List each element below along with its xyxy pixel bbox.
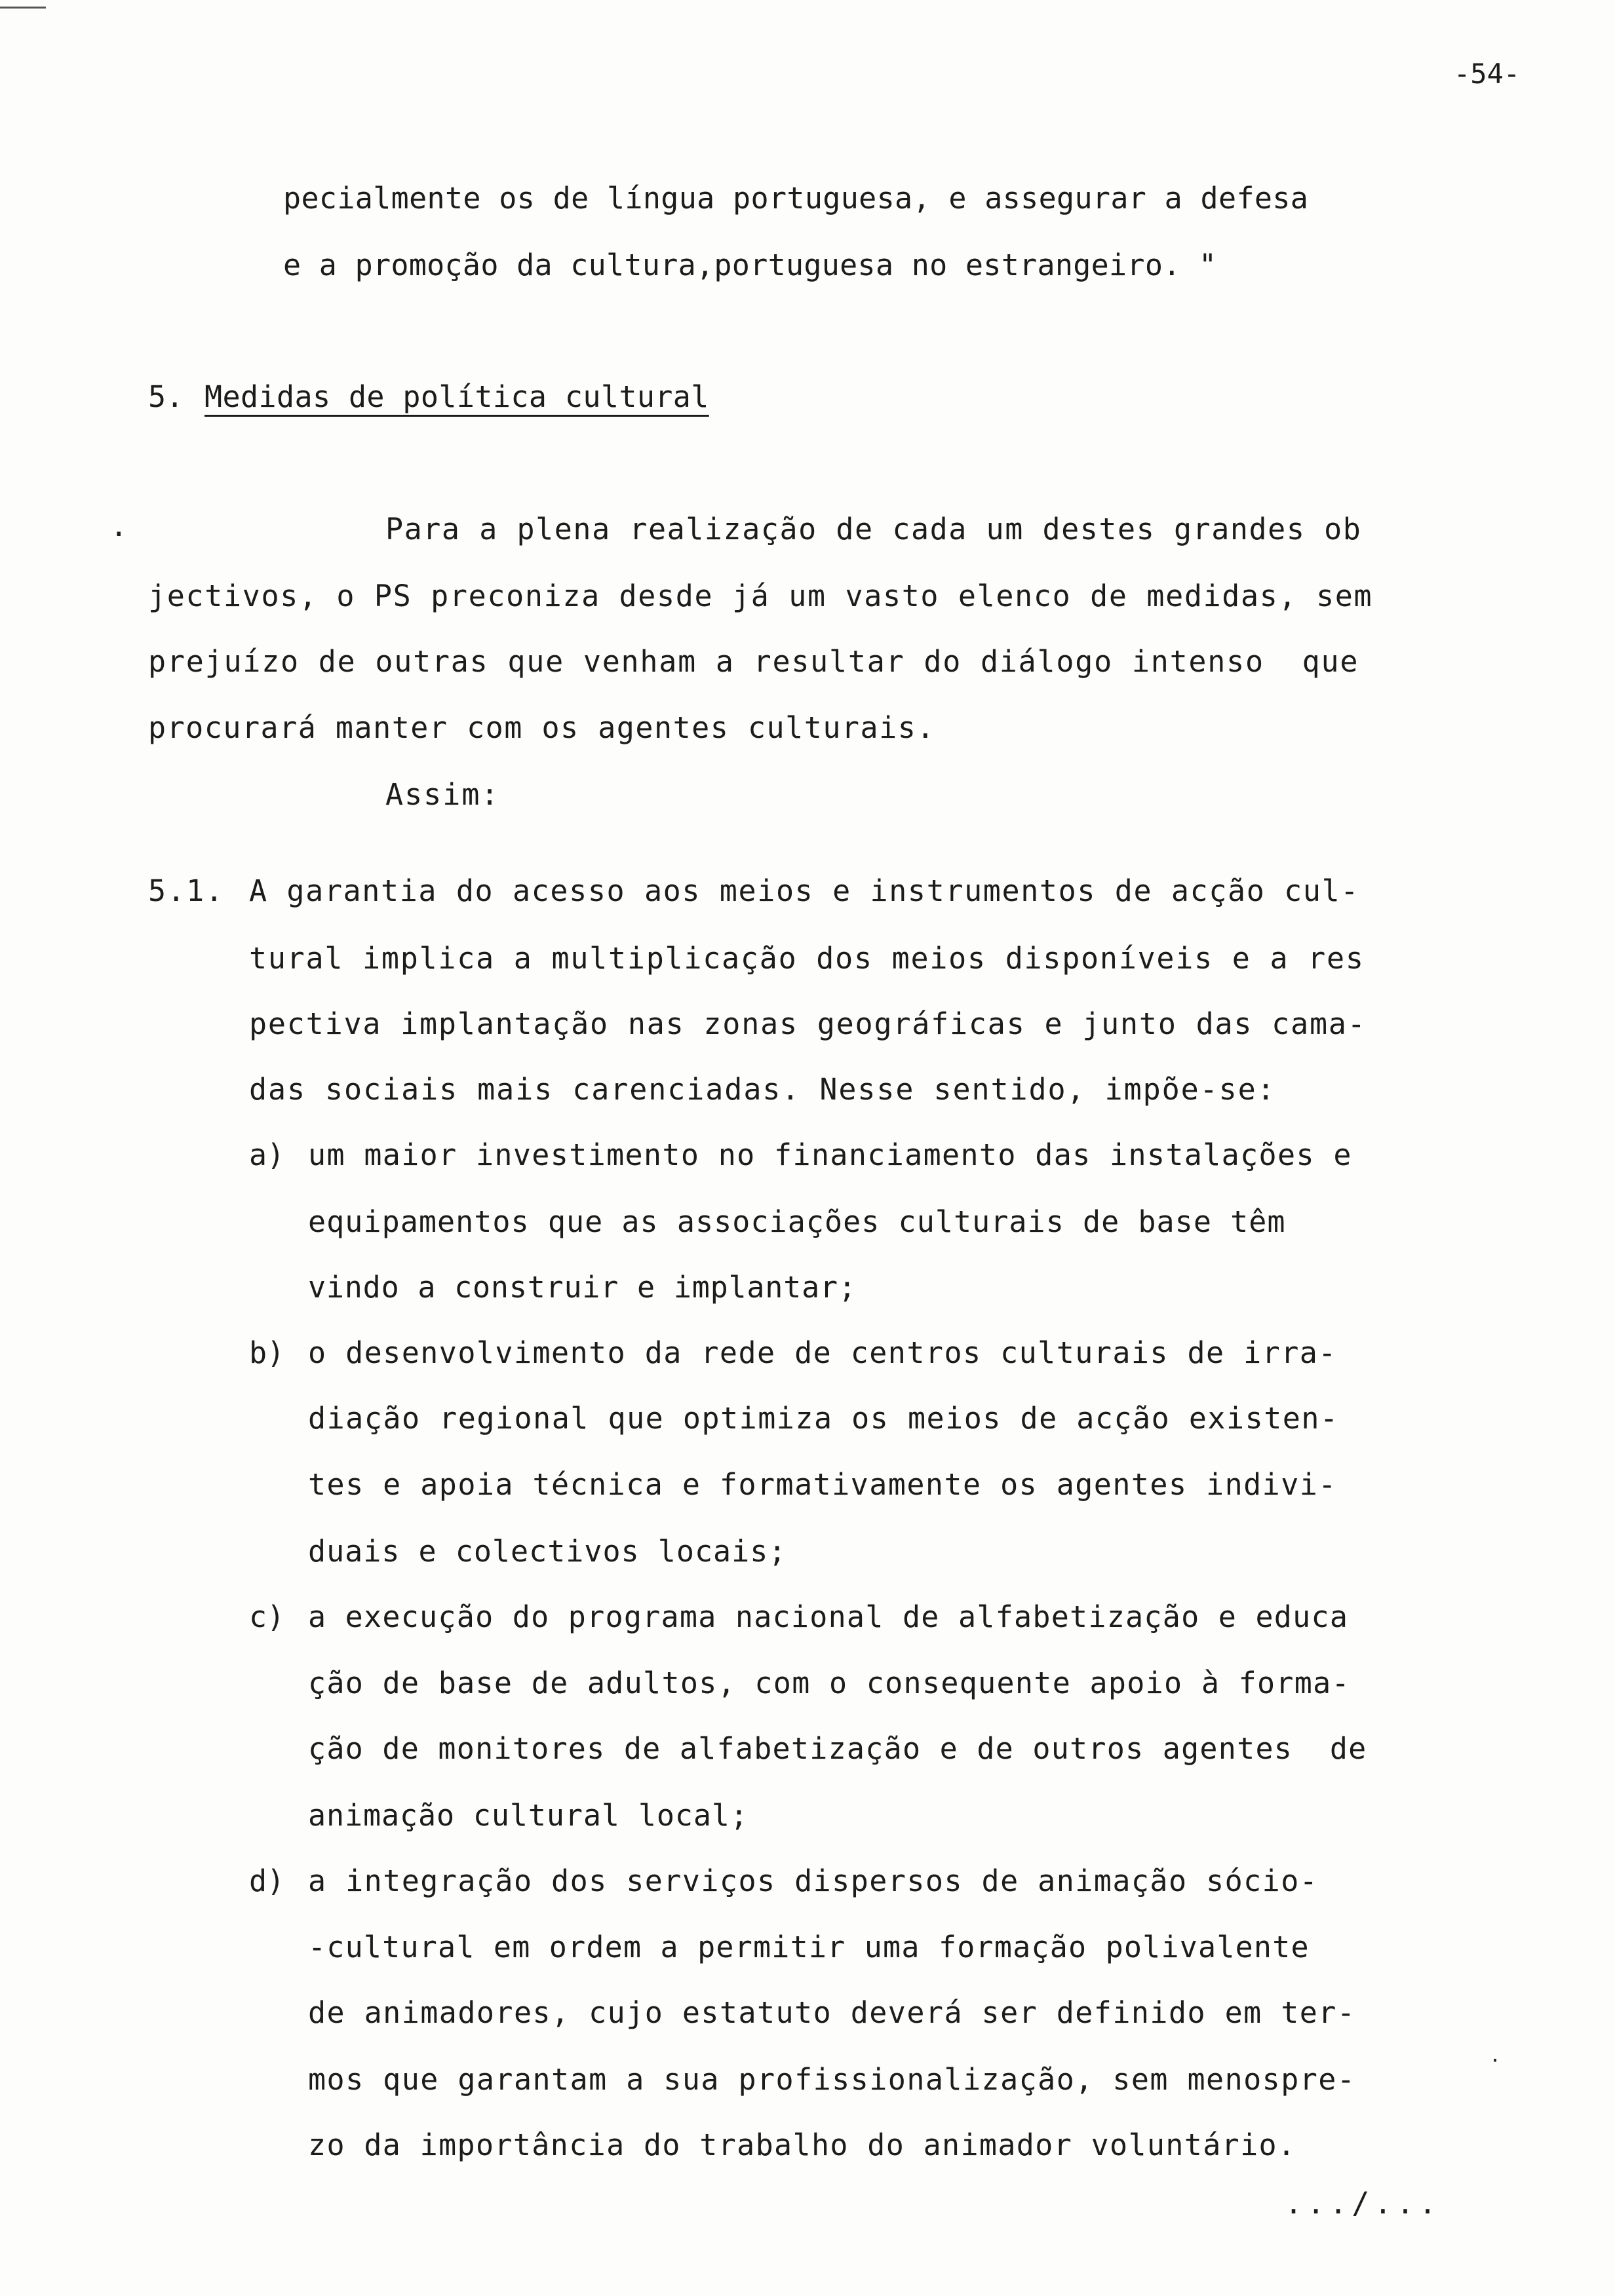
page-number: -54- [1454,58,1521,90]
scan-speck: · [1489,2050,1502,2073]
text-line: diação regional que optimiza os meios de acção existen- [308,1401,1339,1436]
text-line: tural implica a multiplicação dos meios disponíveis e a res [249,941,1365,976]
section-heading: Medidas de política cultural [204,379,709,414]
text-line: pecialmente os de língua portuguesa, e assegurar a defesa [283,181,1309,216]
text-line: A garantia do acesso aos meios e instrumentos de acção cul- [249,873,1360,908]
text-line: animação cultural local; [308,1798,749,1833]
text-line: equipamentos que as associações culturais de base têm [308,1204,1286,1239]
text-line: das sociais mais carenciadas. Nesse sentido, impõe-se: [249,1072,1276,1107]
text-line: zo da importância do trabalho do animador voluntário. [308,2128,1296,2162]
text-line: ção de monitores de alfabetização e de outros agentes de [308,1731,1367,1766]
item-label: d) [249,1864,285,1898]
text-line: ção de base de adultos, com o consequente apoio à forma- [308,1666,1350,1700]
text-line: jectivos, o PS preconiza desde já um vasto elenco de medidas, sem [148,579,1373,613]
text-line: duais e colectivos locais; [308,1534,787,1569]
text-line: prejuízo de outras que venham a resultar do diálogo intenso que [148,644,1359,679]
item-label: c) [249,1599,285,1634]
text-line: um maior investimento no financiamento das instalações e [308,1138,1352,1172]
text-line: e a promoção da cultura,portuguesa no estrangeiro. " [283,248,1217,282]
text-line: pectiva implantação nas zonas geográficas e junto das cama- [249,1006,1367,1041]
heading-number: 5. [148,379,184,414]
item-label: a) [249,1138,285,1172]
item-label: b) [249,1335,285,1370]
text-line: Para a plena realização de cada um destes grandes ob [385,512,1362,546]
text-line: mos que garantam a sua profissionalização, sem menospre- [308,2062,1356,2097]
text-line: tes e apoia técnica e formativamente os agentes indivi- [308,1467,1337,1502]
scan-speck: · [110,518,128,551]
text-line: a integração dos serviços dispersos de animação sócio- [308,1864,1319,1898]
section-number: 5.1. [148,873,225,908]
scan-edge-mark [0,7,46,9]
text-line: Assim: [385,777,500,812]
text-line: a execução do programa nacional de alfabetização e educa [308,1599,1349,1634]
continuation-mark: .../... [1285,2186,1441,2221]
text-line: procurará manter com os agentes culturais. [148,710,935,745]
text-line: de animadores, cujo estatuto deverá ser definido em ter- [308,1995,1356,2030]
text-line: -cultural em ordem a permitir uma formação polivalente [308,1930,1310,1964]
text-line: o desenvolvimento da rede de centros culturais de irra- [308,1335,1337,1370]
text-line: vindo a construir e implantar; [308,1270,857,1305]
